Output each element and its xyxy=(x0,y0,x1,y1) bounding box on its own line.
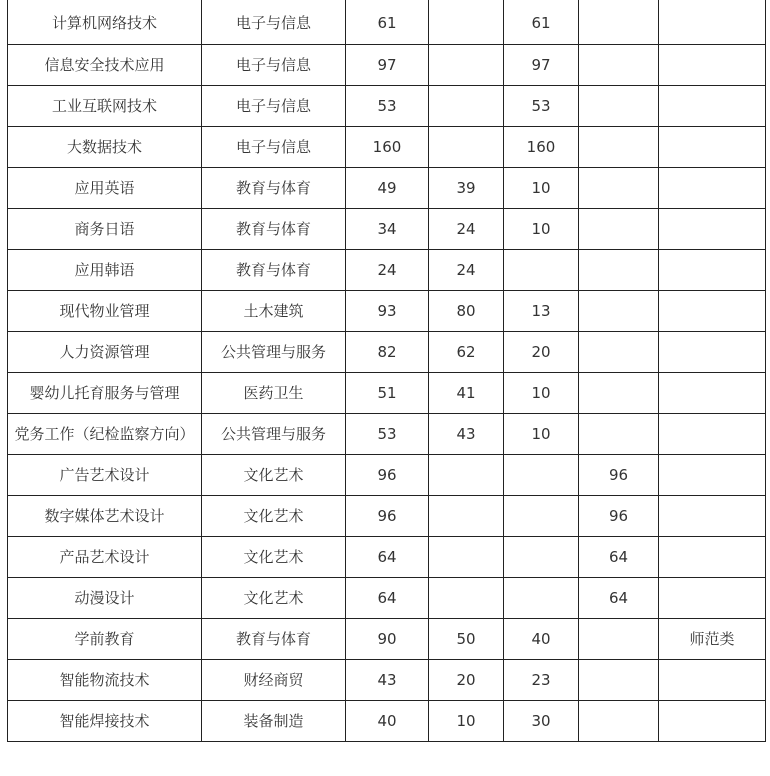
total-count-cell: 82 xyxy=(346,332,429,373)
category-cell: 公共管理与服务 xyxy=(202,414,346,455)
count-cell-a: 43 xyxy=(429,414,504,455)
count-cell-b xyxy=(504,578,579,619)
category-cell: 文化艺术 xyxy=(202,537,346,578)
table-row xyxy=(8,332,766,373)
category-cell: 文化艺术 xyxy=(202,578,346,619)
count-cell-b: 10 xyxy=(504,209,579,250)
major-cell: 大数据技术 xyxy=(8,127,202,168)
count-cell-b: 61 xyxy=(504,1,579,45)
count-cell-b xyxy=(504,496,579,537)
total-count-cell: 64 xyxy=(346,537,429,578)
note-cell xyxy=(659,332,766,373)
note-cell xyxy=(659,1,766,45)
count-cell-a xyxy=(429,537,504,578)
total-count-cell: 96 xyxy=(346,496,429,537)
note-cell xyxy=(659,537,766,578)
count-cell-a: 10 xyxy=(429,701,504,742)
category-cell: 电子与信息 xyxy=(202,1,346,45)
enrollment-plan-table xyxy=(7,0,766,742)
category-cell: 教育与体育 xyxy=(202,619,346,660)
note-cell: 师范类 xyxy=(659,619,766,660)
total-count-cell: 53 xyxy=(346,414,429,455)
count-cell-b xyxy=(504,537,579,578)
major-cell: 产品艺术设计 xyxy=(8,537,202,578)
table-row xyxy=(8,414,766,455)
category-cell: 教育与体育 xyxy=(202,209,346,250)
table-row xyxy=(8,660,766,701)
count-cell-a xyxy=(429,45,504,86)
total-count-cell: 97 xyxy=(346,45,429,86)
count-cell-a xyxy=(429,127,504,168)
category-cell: 公共管理与服务 xyxy=(202,332,346,373)
category-cell: 电子与信息 xyxy=(202,45,346,86)
total-count-cell: 43 xyxy=(346,660,429,701)
note-cell xyxy=(659,127,766,168)
major-cell: 党务工作（纪检监察方向） xyxy=(8,414,202,455)
note-cell xyxy=(659,168,766,209)
category-cell: 电子与信息 xyxy=(202,86,346,127)
table-row xyxy=(8,619,766,660)
note-cell xyxy=(659,250,766,291)
note-cell xyxy=(659,496,766,537)
count-cell-c xyxy=(579,1,659,45)
count-cell-c xyxy=(579,127,659,168)
note-cell xyxy=(659,701,766,742)
count-cell-a: 62 xyxy=(429,332,504,373)
count-cell-b: 10 xyxy=(504,168,579,209)
table-row xyxy=(8,701,766,742)
count-cell-b: 13 xyxy=(504,291,579,332)
major-cell: 婴幼儿托育服务与管理 xyxy=(8,373,202,414)
table-row xyxy=(8,168,766,209)
total-count-cell: 96 xyxy=(346,455,429,496)
count-cell-a: 24 xyxy=(429,209,504,250)
count-cell-c: 64 xyxy=(579,537,659,578)
count-cell-c xyxy=(579,619,659,660)
count-cell-c xyxy=(579,209,659,250)
major-cell: 学前教育 xyxy=(8,619,202,660)
count-cell-a: 39 xyxy=(429,168,504,209)
major-cell: 数字媒体艺术设计 xyxy=(8,496,202,537)
total-count-cell: 93 xyxy=(346,291,429,332)
count-cell-b xyxy=(504,455,579,496)
total-count-cell: 49 xyxy=(346,168,429,209)
table-row xyxy=(8,537,766,578)
note-cell xyxy=(659,209,766,250)
count-cell-c: 96 xyxy=(579,496,659,537)
count-cell-c xyxy=(579,701,659,742)
total-count-cell: 160 xyxy=(346,127,429,168)
table-row xyxy=(8,291,766,332)
note-cell xyxy=(659,660,766,701)
note-cell xyxy=(659,86,766,127)
major-cell: 智能物流技术 xyxy=(8,660,202,701)
table-row xyxy=(8,1,766,45)
note-cell xyxy=(659,578,766,619)
count-cell-b: 23 xyxy=(504,660,579,701)
note-cell xyxy=(659,373,766,414)
note-cell xyxy=(659,414,766,455)
table-row xyxy=(8,86,766,127)
count-cell-b: 30 xyxy=(504,701,579,742)
total-count-cell: 90 xyxy=(346,619,429,660)
count-cell-c xyxy=(579,86,659,127)
count-cell-b: 160 xyxy=(504,127,579,168)
count-cell-c xyxy=(579,291,659,332)
count-cell-b xyxy=(504,250,579,291)
table-row xyxy=(8,455,766,496)
major-cell: 计算机网络技术 xyxy=(8,1,202,45)
count-cell-c xyxy=(579,250,659,291)
category-cell: 电子与信息 xyxy=(202,127,346,168)
count-cell-b: 20 xyxy=(504,332,579,373)
total-count-cell: 24 xyxy=(346,250,429,291)
count-cell-b: 97 xyxy=(504,45,579,86)
count-cell-c xyxy=(579,45,659,86)
count-cell-a: 80 xyxy=(429,291,504,332)
major-cell: 广告艺术设计 xyxy=(8,455,202,496)
total-count-cell: 34 xyxy=(346,209,429,250)
major-cell: 应用英语 xyxy=(8,168,202,209)
count-cell-c xyxy=(579,168,659,209)
count-cell-c: 64 xyxy=(579,578,659,619)
table-row xyxy=(8,373,766,414)
count-cell-a xyxy=(429,1,504,45)
total-count-cell: 64 xyxy=(346,578,429,619)
total-count-cell: 40 xyxy=(346,701,429,742)
category-cell: 文化艺术 xyxy=(202,496,346,537)
total-count-cell: 51 xyxy=(346,373,429,414)
count-cell-a xyxy=(429,86,504,127)
count-cell-a xyxy=(429,455,504,496)
total-count-cell: 53 xyxy=(346,86,429,127)
major-cell: 商务日语 xyxy=(8,209,202,250)
count-cell-b: 53 xyxy=(504,86,579,127)
major-cell: 现代物业管理 xyxy=(8,291,202,332)
table-row xyxy=(8,45,766,86)
count-cell-b: 10 xyxy=(504,373,579,414)
count-cell-c xyxy=(579,414,659,455)
count-cell-c xyxy=(579,660,659,701)
category-cell: 装备制造 xyxy=(202,701,346,742)
category-cell: 教育与体育 xyxy=(202,168,346,209)
category-cell: 医药卫生 xyxy=(202,373,346,414)
category-cell: 教育与体育 xyxy=(202,250,346,291)
table-row xyxy=(8,496,766,537)
count-cell-a: 50 xyxy=(429,619,504,660)
count-cell-a xyxy=(429,578,504,619)
note-cell xyxy=(659,45,766,86)
category-cell: 文化艺术 xyxy=(202,455,346,496)
count-cell-c xyxy=(579,332,659,373)
note-cell xyxy=(659,455,766,496)
table-row xyxy=(8,127,766,168)
major-cell: 智能焊接技术 xyxy=(8,701,202,742)
category-cell: 财经商贸 xyxy=(202,660,346,701)
count-cell-c xyxy=(579,373,659,414)
count-cell-a: 20 xyxy=(429,660,504,701)
total-count-cell: 61 xyxy=(346,1,429,45)
category-cell: 土木建筑 xyxy=(202,291,346,332)
table-body xyxy=(8,1,766,742)
table-row xyxy=(8,250,766,291)
count-cell-c: 96 xyxy=(579,455,659,496)
count-cell-b: 40 xyxy=(504,619,579,660)
major-cell: 信息安全技术应用 xyxy=(8,45,202,86)
count-cell-b: 10 xyxy=(504,414,579,455)
major-cell: 工业互联网技术 xyxy=(8,86,202,127)
major-cell: 动漫设计 xyxy=(8,578,202,619)
major-cell: 人力资源管理 xyxy=(8,332,202,373)
count-cell-a xyxy=(429,496,504,537)
major-cell: 应用韩语 xyxy=(8,250,202,291)
note-cell xyxy=(659,291,766,332)
table-row xyxy=(8,578,766,619)
count-cell-a: 41 xyxy=(429,373,504,414)
count-cell-a: 24 xyxy=(429,250,504,291)
table-row xyxy=(8,209,766,250)
